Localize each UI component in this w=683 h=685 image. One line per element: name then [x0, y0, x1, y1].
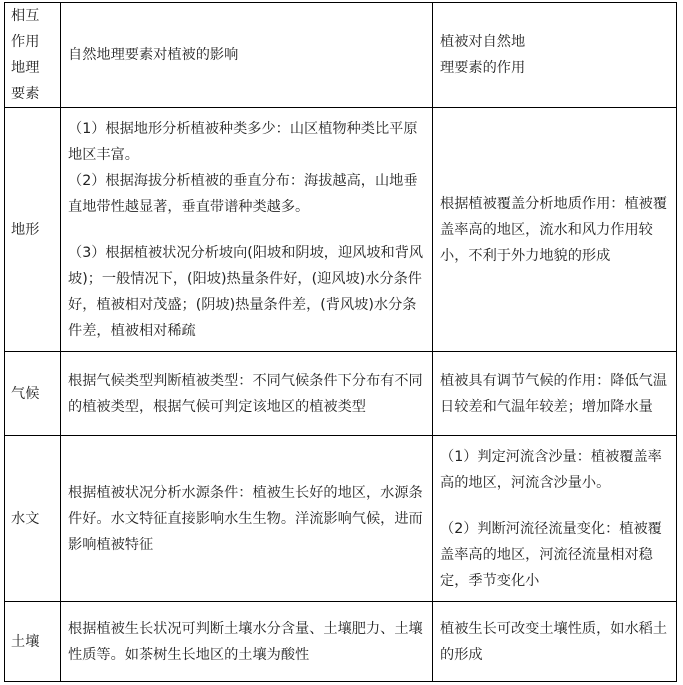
header-row — [5, 3, 677, 108]
header-factor-line: 相互 — [11, 8, 40, 24]
factor-cell: 水文 — [5, 436, 61, 602]
table-row — [5, 602, 677, 682]
header-factor-line: 地理 — [11, 60, 40, 76]
header-effect-line: 理要素的作用 — [440, 60, 526, 76]
factor-cell: 土壤 — [5, 602, 61, 682]
geography-table — [4, 2, 677, 682]
influence-paragraph: （2）根据海拔分析植被的垂直分布：海拔越高，山地垂直地带性越显著，垂直带谱种类越多。 — [68, 172, 418, 215]
effect-paragraph: （1）判定河流含沙量：植被覆盖率高的地区，河流含沙量小。 — [440, 448, 662, 491]
influence-cell — [61, 108, 433, 352]
effect-paragraph: 植被具有调节气候的作用：降低气温日较差和气温年较差；增加降水量 — [440, 372, 668, 415]
influence-paragraph: （3）根据植被状况分析坡向(阳坡和阴坡，迎风坡和背风坡)；一般情况下，(阳坡)热量条件好，(迎风坡)水分条件好，植被相对茂盛；(阴坡)热量条件差，(背风坡)水分条件差，植被相对稀疏 — [68, 244, 424, 339]
effect-cell — [433, 352, 677, 436]
header-influence-cell: 自然地理要素对植被的影响 — [61, 3, 433, 108]
effect-paragraph: 根据植被覆盖分析地质作用：植被覆盖率高的地区，流水和风力作用较小，不利于外力地貌的形成 — [440, 195, 668, 264]
factor-cell: 气候 — [5, 352, 61, 436]
effect-paragraph: （2）判断河流径流量变化：植被覆盖率高的地区，河流径流量相对稳定，季节变化小 — [440, 520, 662, 589]
effect-paragraph: 植被生长可改变土壤性质，如水稻土的形成 — [440, 620, 668, 663]
influence-cell — [61, 602, 433, 682]
influence-paragraph: 根据植被状况分析水源条件：植被生长好的地区，水源条件好。水文特征直接影响水生生物。洋流影响气候，进而影响植被特征 — [68, 484, 423, 553]
header-factor-line: 作用 — [11, 34, 40, 50]
influence-cell — [61, 436, 433, 602]
effect-cell — [433, 602, 677, 682]
influence-cell — [61, 352, 433, 436]
factor-cell: 地形 — [5, 108, 61, 352]
header-factor-line: 要素 — [11, 86, 40, 102]
effect-cell — [433, 108, 677, 352]
influence-paragraph: 根据气候类型判断植被类型：不同气候条件下分布有不同的植被类型，根据气候可判定该地区的植被类型 — [68, 372, 423, 415]
header-effect-line: 植被对自然地 — [440, 34, 526, 50]
effect-cell — [433, 436, 677, 602]
influence-paragraph: 根据植被生长状况可判断土壤水分含量、土壤肥力、土壤性质等。如茶树生长地区的土壤为酸性 — [68, 620, 423, 663]
influence-paragraph: （1）根据地形分析植被种类多少：山区植物种类比平原地区丰富。 — [68, 120, 418, 163]
table-row — [5, 352, 677, 436]
table-row — [5, 436, 677, 602]
table-row — [5, 108, 677, 352]
header-factor-cell — [5, 3, 61, 108]
header-effect-cell — [433, 3, 677, 108]
